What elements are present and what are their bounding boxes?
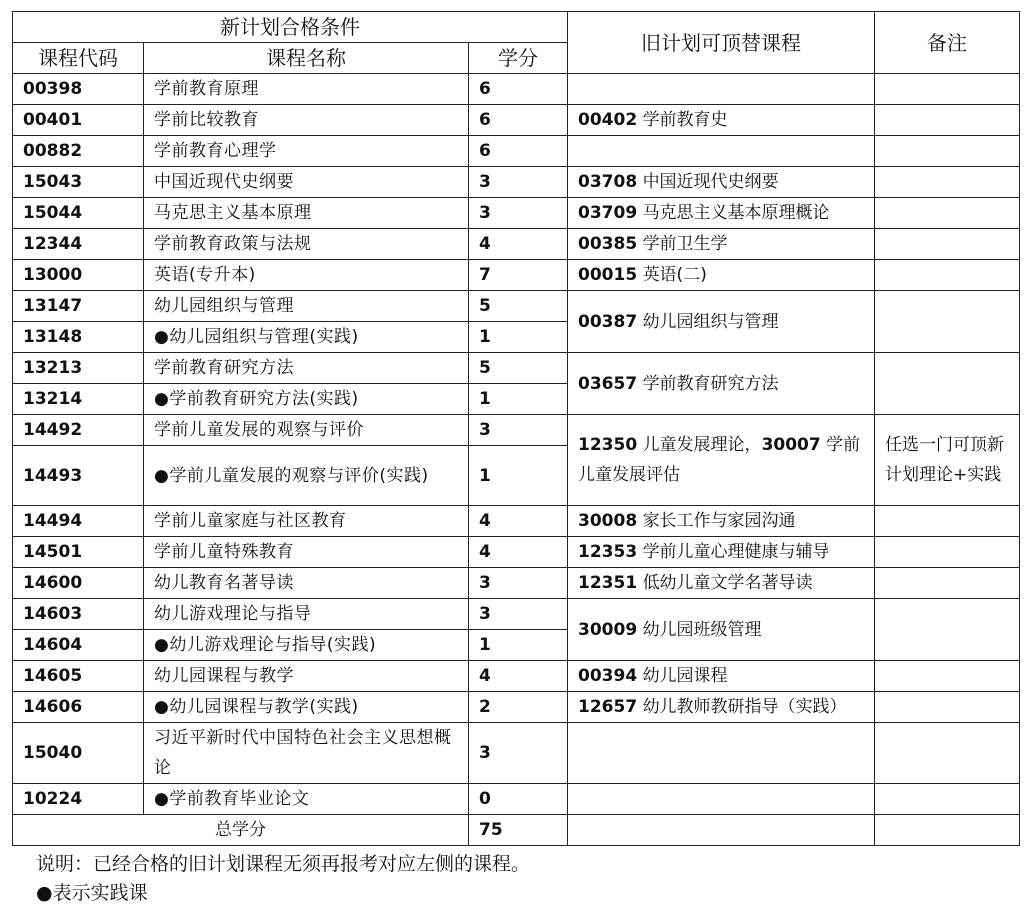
old-course-code: 03709 xyxy=(578,203,638,223)
course-credit: 3 xyxy=(469,415,568,446)
old-course-code: 03657 xyxy=(578,373,638,394)
course-substitution-table xyxy=(12,11,1020,846)
old-course xyxy=(568,599,875,661)
course-code: 13214 xyxy=(13,384,144,415)
table-row xyxy=(13,537,1020,568)
course-name: ●学前教育研究方法(实践) xyxy=(144,384,469,415)
old-course xyxy=(568,167,875,198)
total-label: 总学分 xyxy=(13,815,469,846)
old-course-name: 幼儿园课程 xyxy=(642,666,728,686)
course-name: 学前教育研究方法 xyxy=(144,353,469,384)
note-cell xyxy=(875,692,1020,723)
code-header: 课程代码 xyxy=(13,43,144,74)
course-name: 幼儿教育名著导读 xyxy=(144,568,469,599)
course-name: ●幼儿园课程与教学(实践) xyxy=(144,692,469,723)
table-row xyxy=(13,506,1020,537)
course-code: 13000 xyxy=(13,260,144,291)
note-cell xyxy=(875,723,1020,784)
course-credit: 1 xyxy=(469,322,568,353)
old-course xyxy=(568,229,875,260)
course-credit: 4 xyxy=(469,506,568,537)
old-course-name: 马克思主义基本原理概论 xyxy=(642,203,830,223)
course-name: 学前儿童发展的观察与评价 xyxy=(144,415,469,446)
old-course xyxy=(568,105,875,136)
old-course-name: 学前教育史 xyxy=(642,110,728,130)
course-name: 学前教育原理 xyxy=(144,74,469,105)
old-course-name: 儿童发展理论， xyxy=(642,435,762,455)
old-course-name: 幼儿园班级管理 xyxy=(642,619,762,640)
course-credit: 3 xyxy=(469,723,568,784)
note-cell xyxy=(875,198,1020,229)
course-credit: 6 xyxy=(469,74,568,105)
course-name: 学前比较教育 xyxy=(144,105,469,136)
old-course-code: 03708 xyxy=(578,172,638,192)
note-header: 备注 xyxy=(875,12,1020,74)
table-row xyxy=(13,105,1020,136)
old-course-name: 学前儿童心理健康与辅导 xyxy=(642,542,830,562)
old-course-name: 低幼儿童文学名著导读 xyxy=(642,573,813,593)
table-row xyxy=(13,723,1020,784)
table-row xyxy=(13,167,1020,198)
course-code: 15043 xyxy=(13,167,144,198)
old-plan-header: 旧计划可顶替课程 xyxy=(568,12,875,74)
course-credit: 5 xyxy=(469,291,568,322)
table-row xyxy=(13,353,1020,384)
note-cell xyxy=(875,599,1020,661)
course-name: ●幼儿游戏理论与指导(实践) xyxy=(144,630,469,661)
course-credit: 2 xyxy=(469,692,568,723)
old-course-code: 00402 xyxy=(578,110,638,130)
course-name: 学前儿童家庭与社区教育 xyxy=(144,506,469,537)
course-code: 13147 xyxy=(13,291,144,322)
note-cell xyxy=(875,105,1020,136)
course-name: 马克思主义基本原理 xyxy=(144,198,469,229)
course-name: 中国近现代史纲要 xyxy=(144,167,469,198)
name-header: 课程名称 xyxy=(144,43,469,74)
note-cell xyxy=(875,537,1020,568)
old-course-name: 学前卫生学 xyxy=(642,234,728,254)
old-course xyxy=(568,353,875,415)
course-credit: 6 xyxy=(469,105,568,136)
table-row xyxy=(13,260,1020,291)
old-course-code: 12350 xyxy=(578,435,638,455)
table-row xyxy=(13,291,1020,322)
table-row xyxy=(13,661,1020,692)
old-course xyxy=(568,198,875,229)
old-course xyxy=(568,723,875,784)
course-credit: 3 xyxy=(469,167,568,198)
course-name: 幼儿游戏理论与指导 xyxy=(144,599,469,630)
note-cell: 任选一门可顶新计划理论+实践 xyxy=(875,415,1020,506)
note-cell xyxy=(875,74,1020,105)
old-course-name: 家长工作与家园沟通 xyxy=(642,511,796,531)
course-name: 学前儿童特殊教育 xyxy=(144,537,469,568)
course-name: 幼儿园组织与管理 xyxy=(144,291,469,322)
course-code: 15040 xyxy=(13,723,144,784)
course-credit: 7 xyxy=(469,260,568,291)
note-cell xyxy=(875,353,1020,415)
table-row xyxy=(13,198,1020,229)
old-course-name: 学前教育研究方法 xyxy=(642,373,779,394)
table-row xyxy=(13,599,1020,630)
old-course xyxy=(568,415,875,506)
old-course-code: 12657 xyxy=(578,697,638,717)
old-course xyxy=(568,784,875,815)
course-code: 13213 xyxy=(13,353,144,384)
course-credit: 3 xyxy=(469,568,568,599)
footnote-legend: ●表示实践课 xyxy=(36,882,148,904)
table-row xyxy=(13,784,1020,815)
old-course xyxy=(568,661,875,692)
course-code: 10224 xyxy=(13,784,144,815)
old-course xyxy=(568,260,875,291)
course-credit: 1 xyxy=(469,384,568,415)
old-course-name: 英语(二) xyxy=(642,265,707,285)
course-credit: 1 xyxy=(469,446,568,506)
course-code: 14492 xyxy=(13,415,144,446)
course-code: 00398 xyxy=(13,74,144,105)
course-name: ●学前儿童发展的观察与评价(实践) xyxy=(144,446,469,506)
course-code: 14603 xyxy=(13,599,144,630)
course-credit: 1 xyxy=(469,630,568,661)
old-course-code: 12351 xyxy=(578,573,638,593)
old-course xyxy=(568,568,875,599)
total-row xyxy=(13,815,1020,846)
note-cell xyxy=(875,506,1020,537)
course-code: 14501 xyxy=(13,537,144,568)
old-course xyxy=(568,692,875,723)
old-course xyxy=(568,815,875,846)
old-course xyxy=(568,74,875,105)
course-code: 12344 xyxy=(13,229,144,260)
course-credit: 6 xyxy=(469,136,568,167)
note-cell xyxy=(875,167,1020,198)
note-cell xyxy=(875,136,1020,167)
old-course-code: 30007 xyxy=(761,435,821,455)
course-credit: 5 xyxy=(469,353,568,384)
course-credit: 3 xyxy=(469,198,568,229)
note-cell xyxy=(875,815,1020,846)
note-cell xyxy=(875,260,1020,291)
table-row xyxy=(13,229,1020,260)
course-code: 15044 xyxy=(13,198,144,229)
course-name: 学前教育政策与法规 xyxy=(144,229,469,260)
course-credit: 4 xyxy=(469,229,568,260)
course-code: 14605 xyxy=(13,661,144,692)
course-credit: 4 xyxy=(469,537,568,568)
old-course xyxy=(568,506,875,537)
table-row xyxy=(13,74,1020,105)
old-course xyxy=(568,136,875,167)
course-name: ●幼儿园组织与管理(实践) xyxy=(144,322,469,353)
course-name: 幼儿园课程与教学 xyxy=(144,661,469,692)
old-course-name: 学前儿童发展评估 xyxy=(578,435,861,485)
table-row xyxy=(13,136,1020,167)
new-plan-header: 新计划合格条件 xyxy=(13,12,568,43)
course-name: ●学前教育毕业论文 xyxy=(144,784,469,815)
old-course-code: 00385 xyxy=(578,234,638,254)
old-course-code: 12353 xyxy=(578,542,638,562)
course-code: 14604 xyxy=(13,630,144,661)
old-course-code: 00015 xyxy=(578,265,638,285)
course-name: 习近平新时代中国特色社会主义思想概论 xyxy=(144,723,469,784)
note-cell xyxy=(875,568,1020,599)
old-course-code: 00394 xyxy=(578,666,638,686)
old-course-name: 幼儿园组织与管理 xyxy=(642,311,779,332)
old-course-code: 30008 xyxy=(578,511,638,531)
old-course-code: 30009 xyxy=(578,619,638,640)
course-code: 14600 xyxy=(13,568,144,599)
note-cell xyxy=(875,229,1020,260)
credit-header: 学分 xyxy=(469,43,568,74)
old-course-name: 幼儿教师教研指导（实践） xyxy=(642,697,847,717)
course-code: 14606 xyxy=(13,692,144,723)
course-credit: 4 xyxy=(469,661,568,692)
course-code: 00401 xyxy=(13,105,144,136)
old-course-code: 00387 xyxy=(578,311,638,332)
table-row xyxy=(13,568,1020,599)
footnotes xyxy=(36,850,530,908)
course-name: 英语(专升本) xyxy=(144,260,469,291)
note-cell xyxy=(875,784,1020,815)
note-cell xyxy=(875,291,1020,353)
note-cell xyxy=(875,661,1020,692)
course-code: 00882 xyxy=(13,136,144,167)
course-code: 14494 xyxy=(13,506,144,537)
old-course xyxy=(568,537,875,568)
course-code: 14493 xyxy=(13,446,144,506)
old-course-name: 中国近现代史纲要 xyxy=(642,172,779,192)
footnote-explanation: 说明：已经合格的旧计划课程无须再报考对应左侧的课程。 xyxy=(36,853,531,875)
total-credit: 75 xyxy=(469,815,568,846)
table-row xyxy=(13,692,1020,723)
table-row xyxy=(13,415,1020,446)
course-code: 13148 xyxy=(13,322,144,353)
course-credit: 0 xyxy=(469,784,568,815)
course-name: 学前教育心理学 xyxy=(144,136,469,167)
course-credit: 3 xyxy=(469,599,568,630)
old-course xyxy=(568,291,875,353)
